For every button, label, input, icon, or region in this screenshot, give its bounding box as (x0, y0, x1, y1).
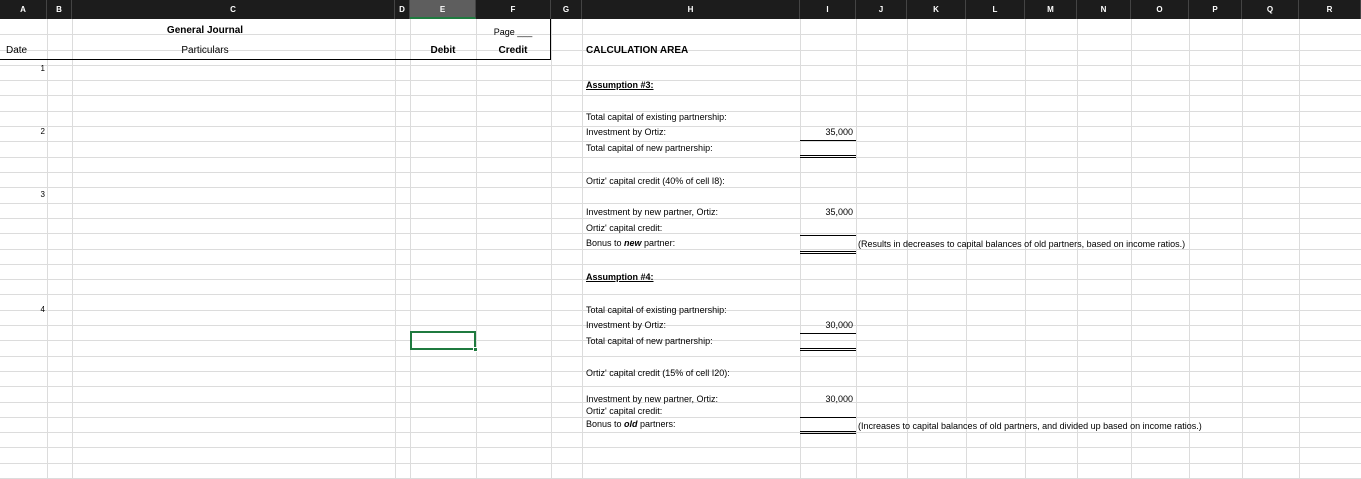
column-header-o[interactable]: O (1131, 0, 1189, 19)
grid-row-line (0, 325, 1361, 326)
column-header-q[interactable]: Q (1242, 0, 1299, 19)
a4-investment-label: Investment by Ortiz: (586, 320, 667, 330)
grid-row-line (0, 126, 1361, 127)
grid-row-line (0, 356, 1361, 357)
grid-row-line (0, 80, 1361, 81)
a4-capital-credit-label: Ortiz' capital credit: (586, 406, 663, 416)
a4-new-partner-investment-label: Investment by new partner, Ortiz: (586, 394, 719, 404)
a4-existing-capital-label: Total capital of existing partnership: (586, 305, 727, 315)
column-header-i[interactable]: I (800, 0, 856, 19)
particulars-header: Particulars (181, 45, 229, 56)
grid-row-line (0, 218, 1361, 219)
column-header-h[interactable]: H (582, 0, 800, 19)
column-header-b[interactable]: B (47, 0, 72, 19)
fill-handle[interactable] (473, 347, 478, 352)
column-header-n[interactable]: N (1077, 0, 1131, 19)
column-header-c[interactable]: C (72, 0, 395, 19)
column-header-m[interactable]: M (1025, 0, 1077, 19)
active-cell-selection[interactable] (410, 331, 476, 350)
column-header-p[interactable]: P (1189, 0, 1242, 19)
grid-row-line (0, 172, 1361, 173)
a3-new-partner-investment-value: 35,000 (825, 207, 853, 217)
column-header-f[interactable]: F (476, 0, 551, 19)
assumption-4-heading: Assumption #4: (586, 272, 654, 282)
a3-bonus-label: Bonus to new partner: (586, 238, 676, 248)
assumption-3-heading: Assumption #3: (586, 80, 654, 90)
column-header-d[interactable]: D (395, 0, 410, 19)
a4-investment-value: 30,000 (825, 320, 853, 330)
calculation-area-title: CALCULATION AREA (586, 45, 689, 56)
journal-title: General Journal (166, 25, 244, 36)
a4-capital-credit-calc-label: Ortiz' capital credit (15% of cell I20): (586, 368, 730, 378)
a4-bonus-label: Bonus to old partners: (586, 419, 676, 429)
date-header: Date (6, 45, 28, 56)
a3-investment-value: 35,000 (825, 127, 853, 137)
credit-header: Credit (498, 45, 528, 56)
column-header-j[interactable]: J (856, 0, 907, 19)
grid-row-line (0, 417, 1361, 418)
a3-capital-credit-label: Ortiz' capital credit: (586, 223, 663, 233)
a4-note: (Increases to capital balances of old partners, and divided up based on income ratios.) (858, 421, 1202, 431)
grid-row-line (0, 187, 1361, 188)
a3-new-capital-label: Total capital of new partnership: (586, 143, 713, 153)
page-label: Page ___ (493, 27, 533, 37)
journal-right-border (550, 19, 551, 60)
a3-new-partner-investment-label: Investment by new partner, Ortiz: (586, 207, 719, 217)
column-header-g[interactable]: G (551, 0, 582, 19)
a3-investment-label: Investment by Ortiz: (586, 127, 667, 137)
journal-header-rule (0, 59, 551, 60)
a3-existing-capital-label: Total capital of existing partnership: (586, 112, 727, 122)
entry-number-2: 2 (40, 127, 45, 136)
column-header-r[interactable]: R (1299, 0, 1361, 19)
a3-note: (Results in decreases to capital balances of old partners, based on income ratios.) (858, 239, 1186, 249)
grid-row-line (0, 463, 1361, 464)
grid-row-line (0, 233, 1361, 234)
entry-number-1: 1 (40, 64, 45, 73)
grid-row-line (0, 65, 1361, 66)
grid-row-line (0, 447, 1361, 448)
grid-row-line (0, 432, 1361, 433)
entry-number-3: 3 (40, 190, 45, 199)
grid-row-line (0, 157, 1361, 158)
grid-row-line (0, 264, 1361, 265)
a4-new-partner-investment-value: 30,000 (825, 394, 853, 404)
a4-new-capital-label: Total capital of new partnership: (586, 336, 713, 346)
grid-row-line (0, 294, 1361, 295)
column-header-k[interactable]: K (907, 0, 966, 19)
grid-row-line (0, 203, 1361, 204)
a3-capital-credit-calc-label: Ortiz' capital credit (40% of cell I8): (586, 176, 725, 186)
grid-row-line (0, 279, 1361, 280)
grid-row-line (0, 386, 1361, 387)
entry-number-4: 4 (40, 305, 45, 314)
column-header-e[interactable]: E (410, 0, 476, 19)
debit-header: Debit (430, 45, 456, 56)
column-header-l[interactable]: L (966, 0, 1025, 19)
column-header-a[interactable]: A (0, 0, 47, 19)
grid-row-line (0, 95, 1361, 96)
